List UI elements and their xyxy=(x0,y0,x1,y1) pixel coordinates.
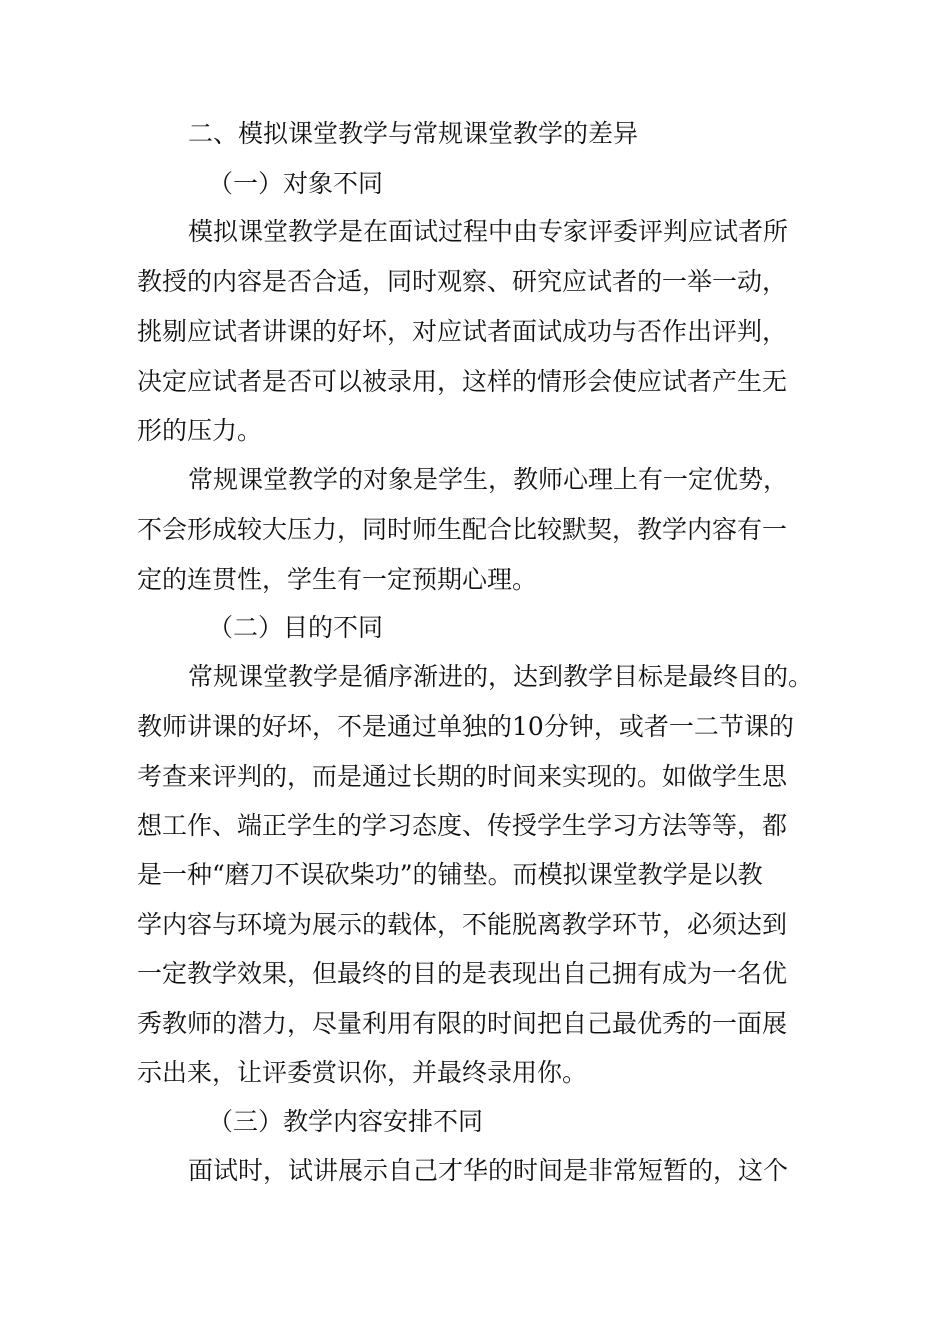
paragraph-line: 定的连贯性，学生有一定预期心理。 xyxy=(137,565,538,594)
paragraph-line: 学内容与环境为展示的载体，不能脱离教学环节，必须达到 xyxy=(137,910,788,939)
section-heading: 二、模拟课堂教学与常规课堂教学的差异 xyxy=(188,119,639,148)
paragraph-line: 一定教学效果，但最终的目的是表现出自己拥有成为一名优 xyxy=(137,959,788,988)
paragraph-line: 挑剔应试者讲课的好坏，对应试者面试成功与否作出评判， xyxy=(137,317,788,346)
subsection-title-1: （一）对象不同 xyxy=(208,169,384,198)
paragraph-line: 想工作、端正学生的学习态度、传授学生学习方法等等，都 xyxy=(137,811,788,840)
subsection-title-3: （三）教学内容安排不同 xyxy=(208,1107,484,1136)
paragraph-line: 模拟课堂教学是在面试过程中由专家评委评判应试者所 xyxy=(188,217,789,246)
paragraph-line: 考查来评判的，而是通过长期的时间来实现的。如做学生思 xyxy=(137,762,788,791)
paragraph-line: 不会形成较大压力，同时师生配合比较默契，教学内容有一 xyxy=(137,515,788,544)
paragraph-line: 常规课堂教学的对象是学生，教师心理上有一定优势， xyxy=(188,465,789,494)
paragraph-line: 面试时，试讲展示自己才华的时间是非常短暂的，这个 xyxy=(188,1156,789,1185)
paragraph-line: 常规课堂教学是循序渐进的，达到教学目标是最终目的。 xyxy=(188,662,814,691)
paragraph-line: 形的压力。 xyxy=(137,416,263,445)
paragraph-line: 教师讲课的好坏，不是通过单独的10分钟，或者一二节课的 xyxy=(137,712,794,741)
paragraph-line: 教授的内容是否合适，同时观察、研究应试者的一举一动， xyxy=(137,267,788,296)
paragraph-line: 秀教师的潜力，尽量利用有限的时间把自己最优秀的一面展 xyxy=(137,1009,788,1038)
paragraph-line: 示出来，让评委赏识你，并最终录用你。 xyxy=(137,1058,588,1087)
paragraph-line: 决定应试者是否可以被录用，这样的情形会使应试者产生无 xyxy=(137,367,788,396)
paragraph-line: 是一种“磨刀不误砍柴功”的铺垫。而模拟课堂教学是以教 xyxy=(137,860,763,889)
subsection-title-2: （二）目的不同 xyxy=(208,613,384,642)
